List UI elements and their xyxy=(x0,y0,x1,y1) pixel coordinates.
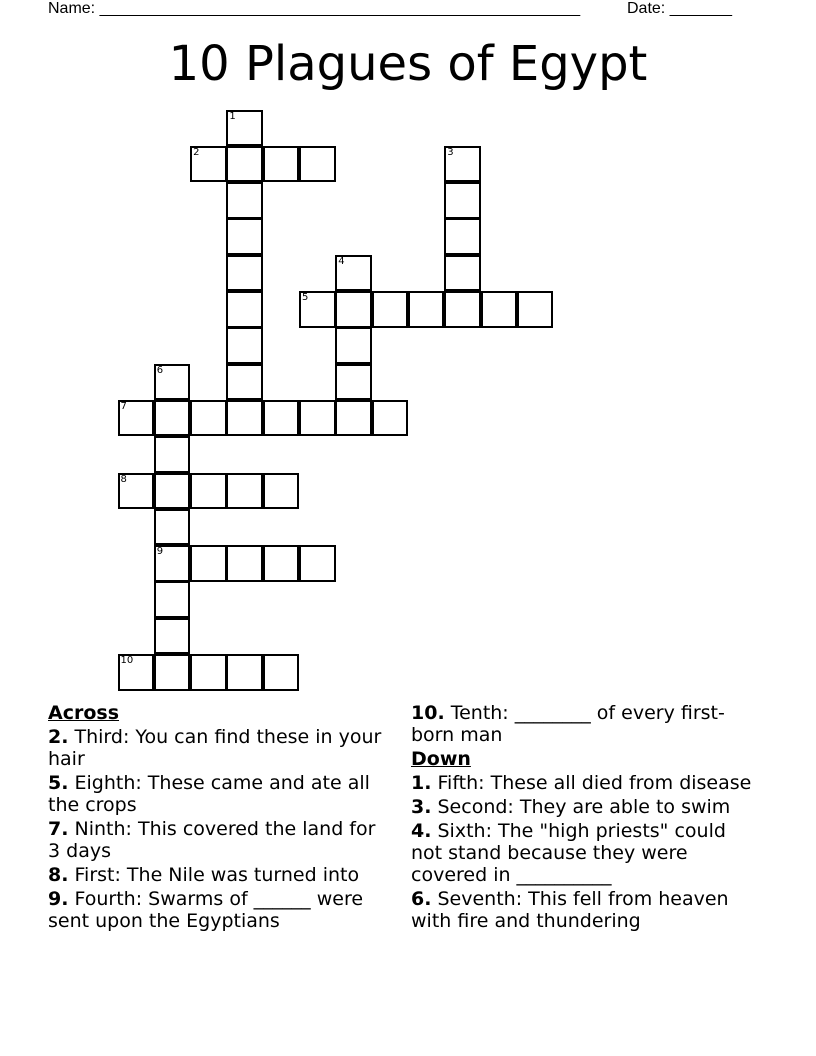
grid-cell[interactable] xyxy=(444,182,481,219)
grid-cell[interactable] xyxy=(190,545,227,582)
clue-number-label: 7 xyxy=(120,400,127,412)
grid-cell[interactable] xyxy=(263,654,300,691)
clue-number: 5. xyxy=(48,772,69,794)
grid-cell-4[interactable] xyxy=(335,255,372,292)
clue-number-label: 4 xyxy=(338,255,345,267)
grid-cell[interactable] xyxy=(190,654,227,691)
clue-number-label: 2 xyxy=(193,146,200,158)
grid-cell[interactable] xyxy=(263,146,300,183)
grid-cell[interactable] xyxy=(335,327,372,364)
clue-text: Seventh: This fell from heaven with fire and thundering xyxy=(411,888,729,932)
grid-cell[interactable] xyxy=(154,618,191,655)
grid-cell[interactable] xyxy=(154,509,191,546)
grid-cell[interactable] xyxy=(154,473,191,510)
grid-cell[interactable] xyxy=(372,400,409,437)
clues-column-left xyxy=(48,702,393,934)
grid-cell[interactable] xyxy=(263,545,300,582)
grid-cell[interactable] xyxy=(299,146,336,183)
clue-text: Fifth: These all died from disease xyxy=(431,772,752,794)
clue-number: 2. xyxy=(48,726,69,748)
clue-text: Ninth: This covered the land for 3 days xyxy=(48,818,376,862)
grid-cell[interactable] xyxy=(226,654,263,691)
clue-text: Eighth: These came and ate all the crops xyxy=(48,772,370,816)
clue-number: 9. xyxy=(48,888,69,910)
page-title: 10 Plagues of Egypt xyxy=(168,36,648,92)
clue-text: First: The Nile was turned into xyxy=(68,864,360,886)
clue-number-label: 3 xyxy=(447,146,454,158)
clue-number-label: 6 xyxy=(156,364,164,376)
grid-cell[interactable] xyxy=(226,545,263,582)
grid-cell[interactable] xyxy=(299,400,336,437)
clue-across-8 xyxy=(48,864,393,886)
clue-number-label: 9 xyxy=(156,546,164,558)
grid-cell-2[interactable] xyxy=(190,146,227,183)
clue-number-label: 1 xyxy=(229,110,236,122)
clue-number-label: 8 xyxy=(120,473,127,485)
clue-down-1 xyxy=(411,772,756,794)
clue-text: Tenth: ________ of every first-born man xyxy=(411,702,725,746)
clue-across-5 xyxy=(48,772,393,816)
clue-number: 6. xyxy=(411,888,432,910)
grid-cell-1[interactable] xyxy=(226,110,263,147)
grid-cell[interactable] xyxy=(226,218,263,255)
grid-cell[interactable] xyxy=(226,473,263,510)
grid-cell[interactable] xyxy=(226,146,263,183)
grid-cell[interactable] xyxy=(335,364,372,401)
grid-cell-7[interactable] xyxy=(118,400,155,437)
grid-cell[interactable] xyxy=(444,218,481,255)
clue-number: 1. xyxy=(411,772,432,794)
clues-column-right xyxy=(411,702,756,934)
grid-cell-8[interactable] xyxy=(118,473,155,510)
grid-cell[interactable] xyxy=(444,255,481,292)
grid-cell[interactable] xyxy=(263,473,300,510)
grid-cell[interactable] xyxy=(226,291,263,328)
grid-cell[interactable] xyxy=(226,255,263,292)
grid-cell-10[interactable] xyxy=(118,654,155,691)
grid-cell[interactable] xyxy=(154,436,191,473)
grid-cell[interactable] xyxy=(190,473,227,510)
grid-cell-5[interactable] xyxy=(299,291,336,328)
clue-across-7 xyxy=(48,818,393,862)
grid-cell-6[interactable] xyxy=(154,364,191,401)
grid-cell[interactable] xyxy=(408,291,445,328)
grid-cell[interactable] xyxy=(263,400,300,437)
clue-number-label: 5 xyxy=(302,292,309,303)
across-heading: Across xyxy=(48,702,120,724)
grid-cell[interactable] xyxy=(154,654,191,691)
grid-cell[interactable] xyxy=(190,400,227,437)
grid-cell[interactable] xyxy=(517,291,554,328)
grid-cell[interactable] xyxy=(226,327,263,364)
grid-cell[interactable] xyxy=(154,400,191,437)
grid-cell[interactable] xyxy=(481,291,518,328)
clue-down-3 xyxy=(411,796,756,818)
grid-cell[interactable] xyxy=(226,364,263,401)
grid-cell[interactable] xyxy=(299,545,336,582)
clue-number: 7. xyxy=(48,818,69,840)
down-heading: Down xyxy=(411,748,471,770)
clue-across-10 xyxy=(411,702,756,746)
clue-across-2 xyxy=(48,726,393,770)
clue-across-9 xyxy=(48,888,393,932)
grid-cell[interactable] xyxy=(335,400,372,437)
grid-cell[interactable] xyxy=(226,400,263,437)
grid-cell[interactable] xyxy=(444,291,481,328)
grid-cell-3[interactable] xyxy=(444,146,481,183)
date-field-label[interactable]: Date: _______ xyxy=(627,0,732,17)
clue-down-4 xyxy=(411,820,756,886)
clue-number-label: 10 xyxy=(120,655,134,666)
name-field-label[interactable]: Name: ______________________________________________________ xyxy=(48,0,581,17)
clue-number: 3. xyxy=(411,796,432,818)
clue-text: Third: You can find these in your hair xyxy=(48,726,382,770)
clue-number: 8. xyxy=(48,864,69,886)
grid-cell-9[interactable] xyxy=(154,545,191,582)
clue-text: Sixth: The "high priests" could not stand because they were covered in __________ xyxy=(411,820,726,886)
grid-cell[interactable] xyxy=(226,182,263,219)
clue-text: Fourth: Swarms of ______ were sent upon the Egyptians xyxy=(48,888,364,932)
clue-down-6 xyxy=(411,888,756,932)
clue-number: 4. xyxy=(411,820,432,842)
clue-number: 10. xyxy=(411,702,445,724)
grid-cell[interactable] xyxy=(372,291,409,328)
grid-cell[interactable] xyxy=(335,291,372,328)
clue-text: Second: They are able to swim xyxy=(431,796,731,818)
grid-cell[interactable] xyxy=(154,581,191,618)
